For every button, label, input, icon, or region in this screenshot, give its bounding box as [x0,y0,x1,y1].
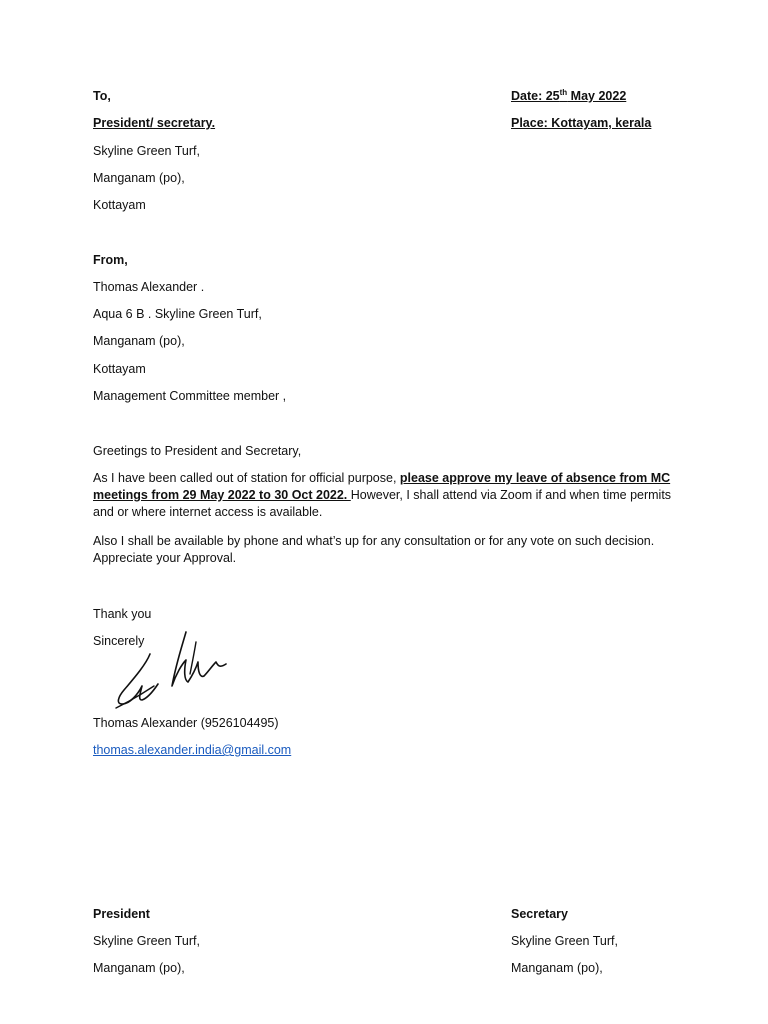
signature-image [112,628,237,716]
president-title: President [93,907,150,921]
from-line-3: Manganam (po), [93,334,185,348]
leave-request-highlight: please approve my leave of absence from MC meetings from 29 May 2022 to 30 Oct 2022. [93,471,671,502]
secretary-title: Secretary [511,907,568,921]
date-ordinal: th [559,87,568,97]
body-paragraph-1 [93,470,673,521]
to-address-line-1: Skyline Green Turf, [93,144,200,158]
to-address-line-2: Manganam (po), [93,171,185,185]
letter-date [511,88,626,104]
from-line-4: Kottayam [93,362,146,376]
closing: Sincerely [93,634,145,648]
letter-place: Place: Kottayam, kerala [511,116,652,130]
from-line-2: Aqua 6 B . Skyline Green Turf, [93,307,262,321]
president-address-line-2: Manganam (po), [93,961,185,975]
email-link[interactable]: thomas.alexander.india@gmail.com [93,743,292,757]
to-heading: To, [93,89,111,103]
from-line-5: Management Committee member , [93,389,287,403]
thanks: Thank you [93,607,152,621]
secretary-address-line-2: Manganam (po), [511,961,603,975]
president-address-line-1: Skyline Green Turf, [93,934,200,948]
date-rest: May 2022 [567,89,627,103]
signatory-name: Thomas Alexander (9526104495) [93,716,279,730]
greeting: Greetings to President and Secretary, [93,444,302,458]
recipient-title: President/ secretary. [93,116,216,130]
date-prefix: Date: 25 [511,89,560,103]
body-intro: As I have been called out of station for official purpose, [93,471,400,485]
secretary-address-line-1: Skyline Green Turf, [511,934,618,948]
from-heading: From, [93,253,128,267]
to-address-line-3: Kottayam [93,198,146,212]
from-line-1: Thomas Alexander . [93,280,205,294]
body-paragraph-2: Also I shall be available by phone and what’s up for any consultation or for any vote on such decision. Appreciate your Approval. [93,534,655,565]
body-rest: However, I shall attend via Zoom if and when time permits and or where internet access is available. [93,488,672,519]
